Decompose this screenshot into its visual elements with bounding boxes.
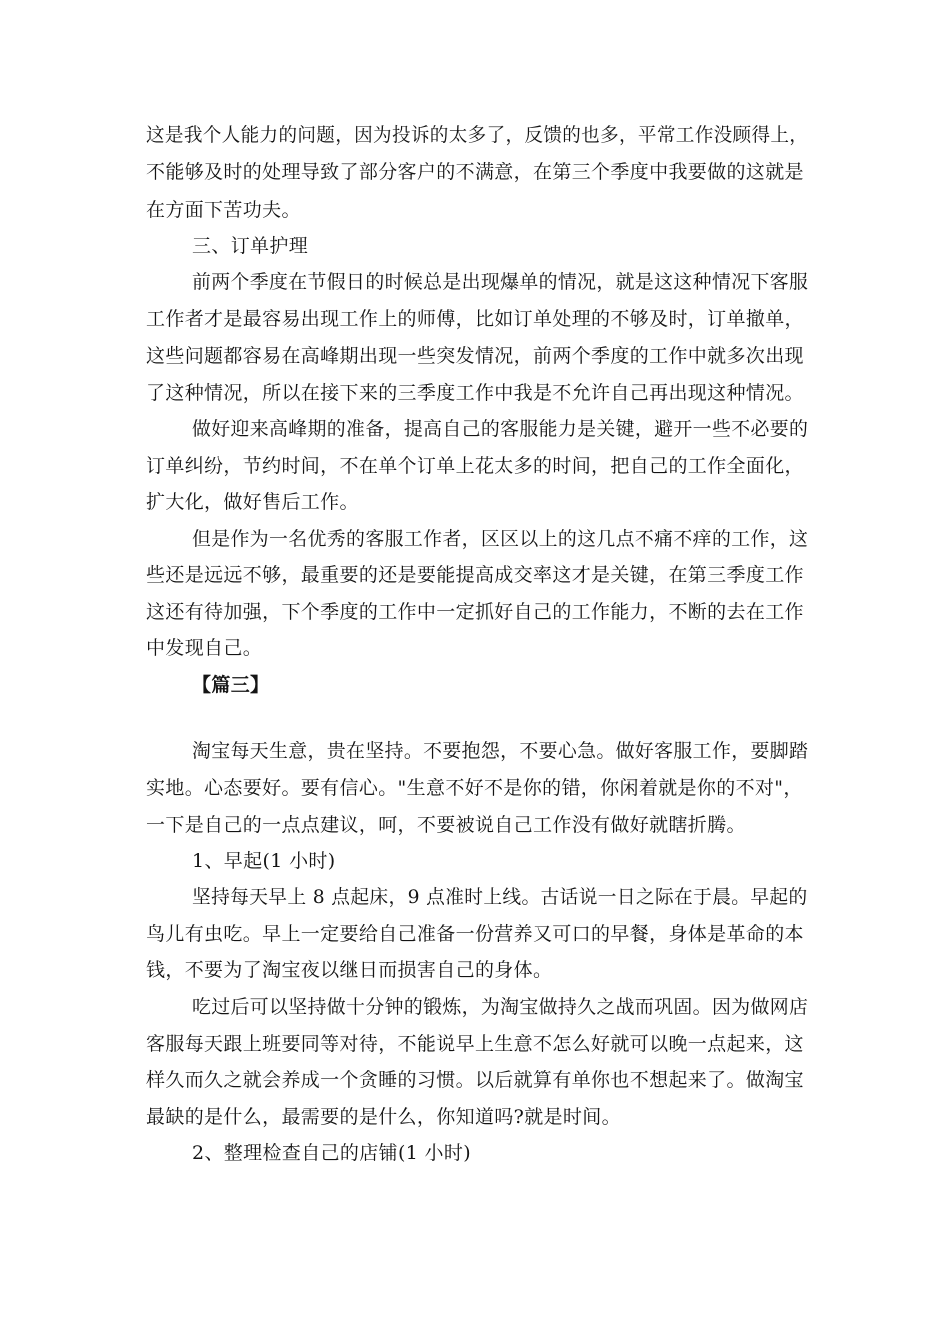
paragraph-line: 了这种情况，所以在接下来的三季度工作中我是不允许自己再出现这种情况。 [146,382,804,404]
paragraph-line: 但是作为一名优秀的客服工作者，区区以上的这几点不痛不痒的工作，这 [192,528,809,550]
paragraph-line: 吃过后可以坚持做十分钟的锻炼，为淘宝做持久之战而巩固。因为做网店 [192,996,809,1018]
paragraph-line: 这些问题都容易在高峰期出现一些突发情况，前两个季度的工作中就多次出现 [146,345,804,367]
item-heading-check-shop: 2、整理检查自己的店铺(1 小时) [192,1142,471,1164]
paragraph-line: 扩大化，做好售后工作。 [146,491,359,513]
paragraph-line: 淘宝每天生意，贵在坚持。不要抱怨，不要心急。做好客服工作，要脚踏 [192,740,809,762]
paragraph-line: 做好迎来高峰期的准备，提高自己的客服能力是关键，避开一些不必要的 [192,418,809,440]
paragraph-line: 钱，不要为了淘宝夜以继日而损害自己的身体。 [146,959,553,981]
paragraph-line: 前两个季度在节假日的时候总是出现爆单的情况，就是这这种情况下客服 [192,271,809,293]
paragraph-line: 这是我个人能力的问题，因为投诉的太多了，反馈的也多，平常工作没顾得上， [146,124,809,146]
part-three-heading: 【篇三】 [192,674,270,696]
paragraph-line: 最缺的是什么，最需要的是什么，你知道吗?就是时间。 [146,1106,621,1128]
paragraph-line: 些还是远远不够，最重要的还是要能提高成交率这才是关键，在第三季度工作 [146,564,804,586]
paragraph-line: 客服每天跟上班要同等对待，不能说早上生意不怎么好就可以晚一点起来，这 [146,1033,804,1055]
paragraph-line: 鸟儿有虫吃。早上一定要给自己准备一份营养又可口的早餐，身体是革命的本 [146,923,804,945]
paragraph-line: 不能够及时的处理导致了部分客户的不满意，在第三个季度中我要做的这就是 [146,161,804,183]
paragraph-line: 坚持每天早上 8 点起床，9 点准时上线。古话说一日之际在于晨。早起的 [192,886,808,908]
paragraph-line: 工作者才是最容易出现工作上的师傅，比如订单处理的不够及时，订单撤单， [146,308,804,330]
paragraph-line: 在方面下苦功夫。 [146,199,301,221]
paragraph-line: 一下是自己的一点点建议，呵，不要被说自己工作没有做好就瞎折腾。 [146,814,746,836]
paragraph-line: 这还有待加强，下个季度的工作中一定抓好自己的工作能力，不断的去在工作 [146,601,804,623]
paragraph-line: 样久而久之就会养成一个贪睡的习惯。以后就算有单你也不想起来了。做淘宝 [146,1069,804,1091]
item-heading-early-rise: 1、早起(1 小时) [192,850,336,872]
paragraph-line: 实地。心态要好。要有信心。"生意不好不是你的错，你闲着就是你的不对"， [146,777,803,799]
section-heading-order-care: 三、订单护理 [192,235,309,257]
paragraph-line: 订单纠纷，节约时间，不在单个订单上花太多的时间，把自己的工作全面化， [146,455,804,477]
paragraph-line: 中发现自己。 [146,637,263,659]
